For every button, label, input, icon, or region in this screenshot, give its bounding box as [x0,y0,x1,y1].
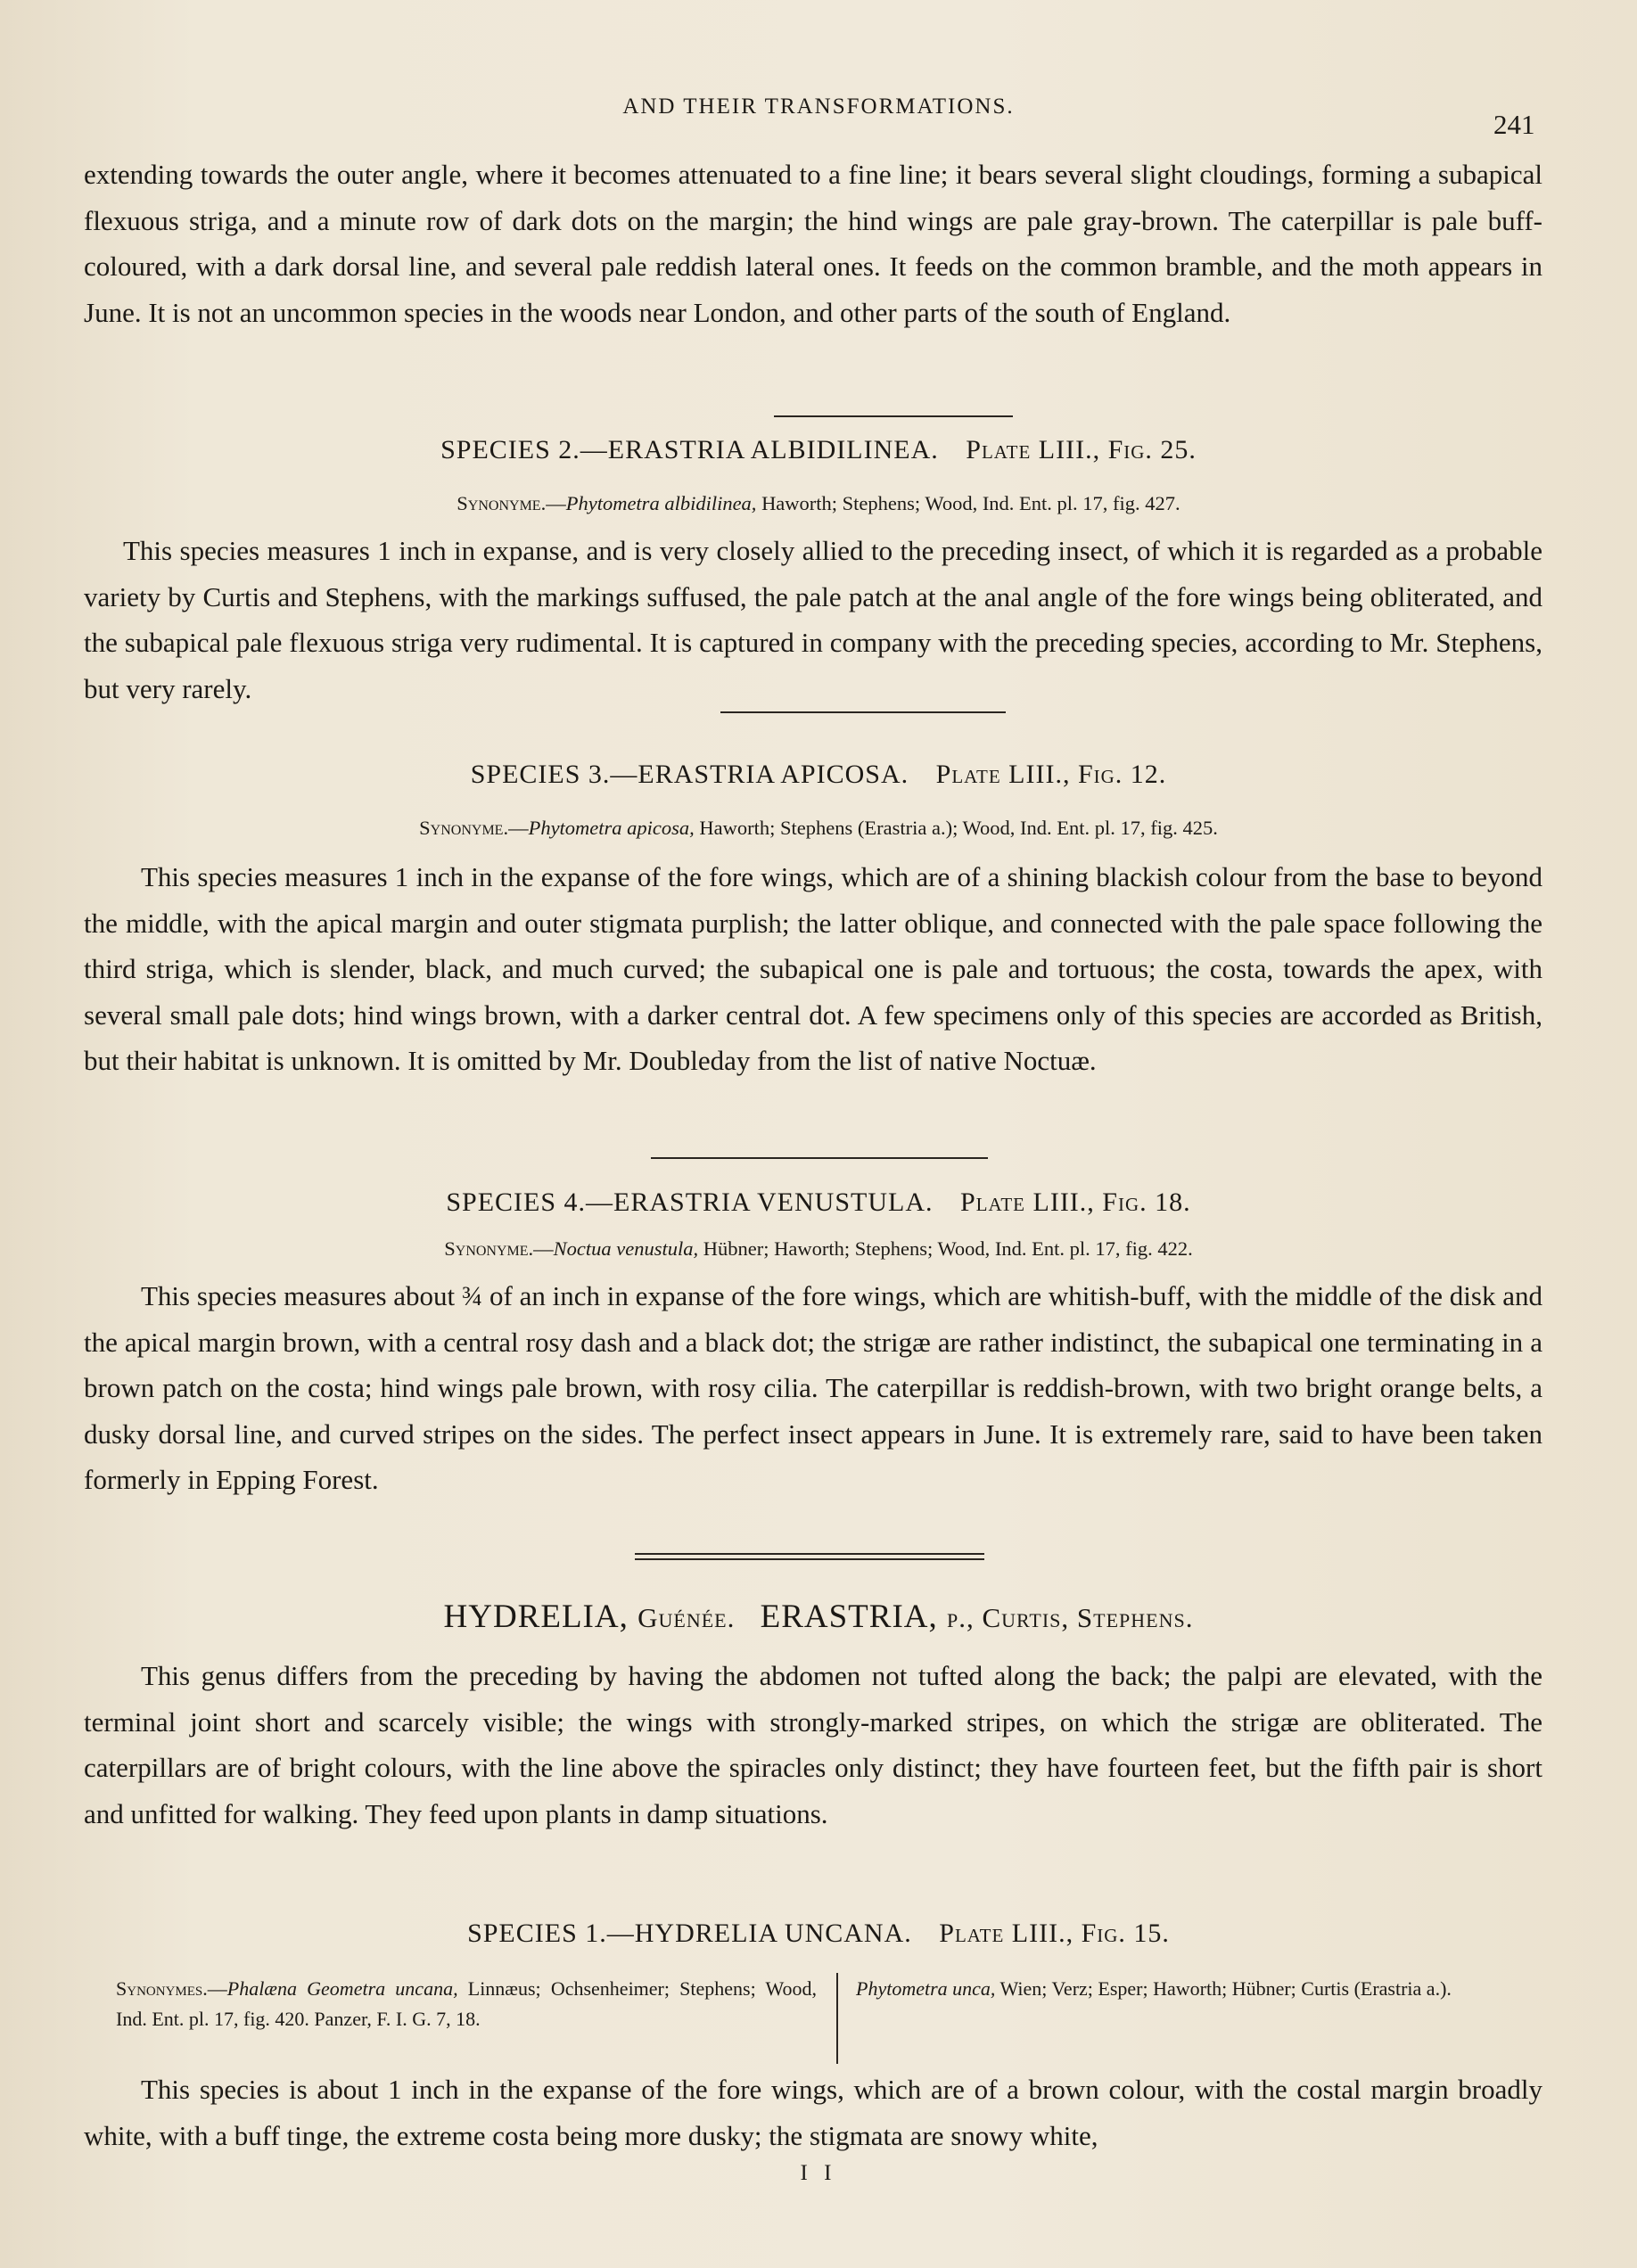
synonyme-label: Synonyme.— [457,492,566,514]
synonyme-label: Synonyme.— [419,817,529,839]
genus-double-rule [635,1553,984,1560]
synonyme-name: Phalæna Geometra uncana, [226,1977,458,2000]
intro-paragraph: extending towards the outer angle, where it becomes attenuated to a fine line; it bears several slight cloudings, forming a subapical flexuous striga, and a minute row of dark dots on the margin; the hind wings are pale gray-brown. The caterpillar is pale buff-coloured, with a dark dorsal line, and several pale reddish lateral ones. It feeds on the common bramble, and the moth appears in June. It is not an uncommon species in the woods near London, and other parts of the south of England. [84,159,1542,328]
synonymes-label: Synonymes.— [116,1977,227,2000]
page-number: 241 [1493,109,1535,140]
species-1-heading [0,1919,1637,1949]
species-3-heading [0,760,1637,790]
genus-author: Guénée. [638,1602,736,1633]
species-4-heading [0,1187,1637,1218]
species-1-synonymes-left [116,1974,817,2034]
genus-paragraph: This genus differs from the preceding by having the abdomen not tufted along the back; the palpi are elevated, with the terminal joint short and scarcely visible; the wings with strongly-marked stripes, on which the strigæ are obliterated. The caterpillars are of bright colours, with the line above the spiracles only distinct; they have fourteen feet, but the fifth pair is short and unfitted for walking. They feed upon plants in damp situations. [84,1660,1542,1829]
species-2-plate: Plate LIII., Fig. 25. [966,435,1197,464]
species-4-paragraph: This species measures about ¾ of an inch in expanse of the fore wings, which are whitish-buff, with the middle of the disk and the apical margin brown, with a central rosy dash and a black dot; the strigæ are rather indistinct, the subapical one terminating in a brown patch on the costa; hind wings pale brown, with rosy cilia. The caterpillar is reddish-brown, with two bright orange belts, a dusky dorsal line, and curved stripes on the sides. The perfect insect appears in June. It is extremely rare, said to have been taken formerly in Epping Forest. [84,1280,1542,1495]
species-4-title: SPECIES 4.—ERASTRIA VENUSTULA. [446,1187,934,1217]
synonyme-refs: Haworth; Stephens; Wood, Ind. Ent. pl. 17, fig. 427. [756,492,1180,514]
signature-mark: I I [800,2161,837,2185]
genus-alt-author: p., Curtis, Stephens. [947,1602,1194,1633]
section-rule [651,1157,988,1159]
species-2-heading [0,435,1637,465]
genus-alt-name: ERASTRIA, [760,1598,938,1635]
species-4-synonyme [0,1237,1637,1261]
section-rule [720,711,1006,713]
synonyme-name: Noctua venustula, [553,1237,699,1260]
synonyme-refs: Linnæus; Ochsenheimer; Stephens; Wood, Ind. Ent. pl. 17, fig. 420. Panzer, F. I. G. 7, 18. [116,1977,818,2030]
species-2-title: SPECIES 2.—ERASTRIA ALBIDILINEA. [440,435,939,464]
species-1-title: SPECIES 1.—HYDRELIA UNCANA. [467,1919,912,1948]
synonyme-label: Synonyme.— [444,1237,554,1260]
running-title: AND THEIR TRANSFORMATIONS. [622,94,1015,119]
synonyme-refs: Haworth; Stephens (Erastria a.); Wood, Ind. Ent. pl. 17, fig. 425. [694,817,1218,839]
species-2-synonyme [0,492,1637,515]
column-divider [836,1973,838,2064]
species-1-synonymes-right [856,1974,1557,2004]
species-1-plate: Plate LIII., Fig. 15. [939,1919,1170,1948]
synonyme-refs: Wien; Verz; Esper; Haworth; Hübner; Curtis (Erastria a.). [995,1977,1452,2000]
synonyme-name: Phytometra apicosa, [528,817,695,839]
section-rule [774,415,1013,417]
genus-name: HYDRELIA, [443,1598,629,1635]
species-4-plate: Plate LIII., Fig. 18. [960,1187,1191,1217]
species-3-paragraph: This species measures 1 inch in the expanse of the fore wings, which are of a shining blackish colour from the base to beyond the middle, with the apical margin and outer stigmata purplish; the latter oblique, and connected with the pale space following the third striga, which is slender, black, and much curved; the subapical one is pale and tortuous; the costa, towards the apex, with several small pale dots; hind wings brown, with a darker central dot. A few specimens only of this species are accorded as British, but their habitat is unknown. It is omitted by Mr. Doubleday from the list of native Noctuæ. [84,861,1542,1076]
species-1-paragraph: This species is about 1 inch in the expanse of the fore wings, which are of a brown colour, with the costal margin broadly white, with a buff tinge, the extreme costa being more dusky; the stigmata are snowy white, [84,2074,1542,2151]
species-2-paragraph: This species measures 1 inch in expanse, and is very closely allied to the preceding insect, of which it is regarded as a probable variety by Curtis and Stephens, with the markings suffused, the pale patch at the anal angle of the fore wings being obliterated, and the subapical pale flexuous striga very rudimental. It is captured in company with the preceding species, according to Mr. Stephens, but very rarely. [84,535,1542,704]
species-3-plate: Plate LIII., Fig. 12. [935,760,1167,789]
synonyme-refs: Hübner; Haworth; Stephens; Wood, Ind. Ent. pl. 17, fig. 422. [698,1237,1193,1260]
synonyme-name: Phytometra unca, [856,1977,996,2000]
species-3-title: SPECIES 3.—ERASTRIA APICOSA. [470,760,909,789]
genus-heading [0,1598,1637,1636]
species-3-synonyme [0,817,1637,840]
synonyme-name: Phytometra albidilinea, [565,492,757,514]
